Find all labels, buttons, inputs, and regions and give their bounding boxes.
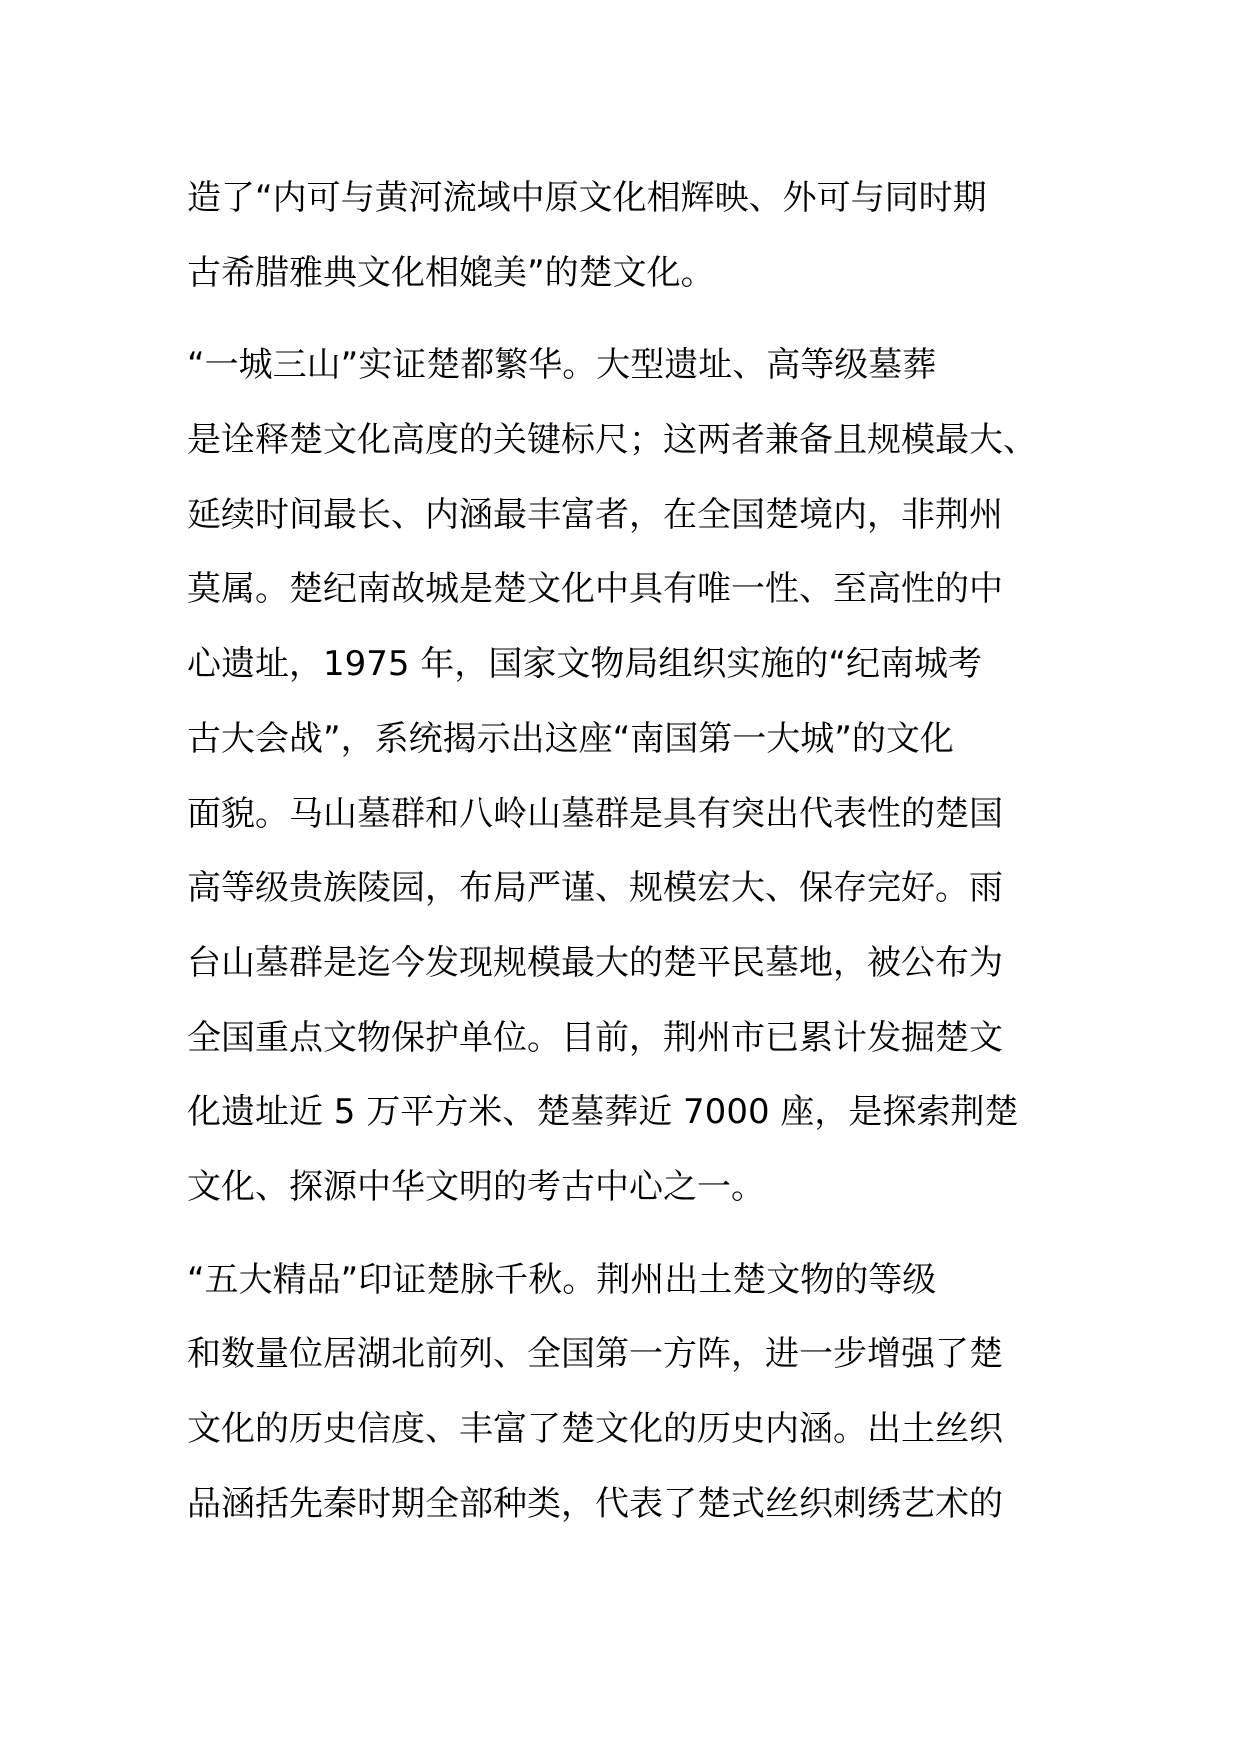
text-line: 高等级贵族陵园，布局严谨、规模宏大、保存完好。雨 (187, 868, 1003, 909)
paragraph (187, 1243, 1057, 1542)
paragraph-spacing (187, 310, 1057, 328)
text-line: 化遗址近 5 万平方米、楚墓葬近 7000 座，是探索荆楚 (187, 1092, 1019, 1133)
text-line: 造了“内可与黄河流域中原文化相辉映、外可与同时期 (187, 178, 987, 218)
text-line: 文化的历史信度、丰富了楚文化的历史内涵。出土丝织 (187, 1409, 1003, 1449)
text-line: 是诠释楚文化高度的关键标尺；这两者兼备且规模最大、 (187, 420, 1037, 461)
text-line: 古大会战”，系统揭示出这座“南国第一大城”的文化 (187, 718, 954, 759)
text-line: 品涵括先秦时期全部种类，代表了楚式丝织刺绣艺术的 (187, 1483, 1003, 1524)
text-line: 和数量位居湖北前列、全国第一方阵，进一步增强了楚 (187, 1334, 1003, 1375)
text-line: 文化、探源中华文明的考古中心之一。 (187, 1166, 765, 1207)
text-line: 面貌。马山墓群和八岭山墓群是具有突出代表性的楚国 (187, 793, 1003, 834)
paragraph (187, 328, 1057, 1224)
paragraph-spacing (187, 1225, 1057, 1243)
text-line: 台山墓群是迄今发现规模最大的楚平民墓地，被公布为 (187, 942, 1003, 983)
text-line: “一城三山”实证楚都繁华。大型遗址、高等级墓葬 (187, 345, 937, 386)
text-line: 莫属。楚纪南故城是楚文化中具有唯一性、至高性的中 (187, 569, 1003, 610)
text-line: 古希腊雅典文化相媲美”的楚文化。 (187, 252, 715, 293)
text-line: 心遗址，1975 年，国家文物局组织实施的“纪南城考 (187, 644, 982, 685)
text-line: 全国重点文物保护单位。目前，荆州市已累计发掘楚文 (187, 1017, 1003, 1058)
paragraph (187, 161, 1057, 310)
text-line: “五大精品”印证楚脉千秋。荆州出土楚文物的等级 (187, 1259, 937, 1300)
document-body (187, 161, 1057, 1541)
text-line: 延续时间最长、内涵最丰富者，在全国楚境内，非荆州 (187, 494, 1003, 535)
